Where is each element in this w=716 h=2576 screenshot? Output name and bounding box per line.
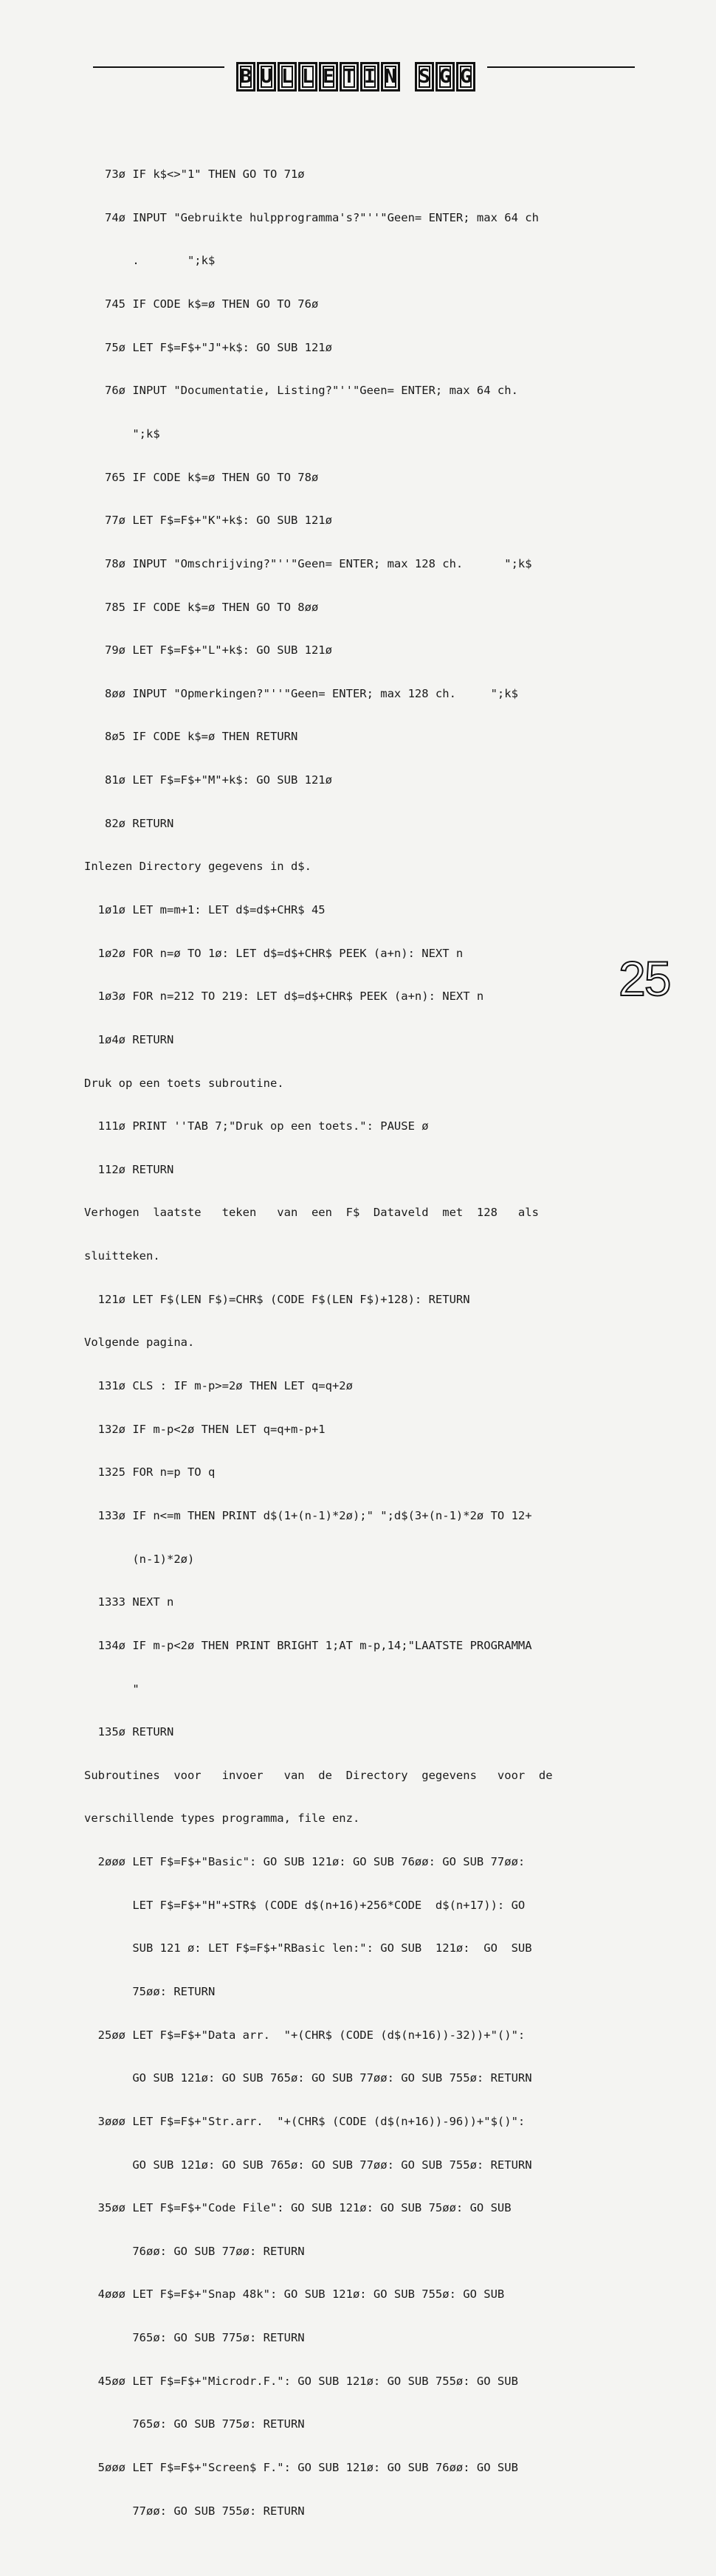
code-line: GO SUB 121ø: GO SUB 765ø: GO SUB 77øø: GO SUB 755ø: RETURN — [84, 2158, 532, 2172]
code-line: 1ø4ø RETURN — [84, 1032, 174, 1046]
logo-letter: U — [257, 62, 276, 91]
code-line: 111ø PRINT ''TAB 7;"Druk op een toets.": PAUSE ø — [84, 1119, 429, 1133]
code-line: 79ø LET F$=F$+"L"+k$: GO SUB 121ø — [84, 643, 332, 657]
code-line: 45øø LET F$=F$+"Microdr.F.": GO SUB 121ø: GO SUB 755ø: GO SUB — [84, 2374, 518, 2388]
logo-letter: T — [340, 62, 359, 91]
code-line: 76øø: GO SUB 77øø: RETURN — [84, 2244, 305, 2258]
logo-letter: N — [381, 62, 400, 91]
logo-letter: S — [415, 62, 434, 91]
logo-letter: I — [360, 62, 379, 91]
code-line: 3øøø LET F$=F$+"Str.arr. "+(CHR$ (CODE (d$(n+16))-96))+"$()": — [84, 2114, 526, 2128]
code-line: 765ø: GO SUB 775ø: RETURN — [84, 2331, 305, 2345]
logo-letter: E — [319, 62, 338, 91]
code-line: 75ø LET F$=F$+"J"+k$: GO SUB 121ø — [84, 340, 332, 354]
basic-listing — [84, 139, 638, 2576]
code-line: 25øø LET F$=F$+"Data arr. "+(CHR$ (CODE (d$(n+16))-32))+"()": — [84, 2028, 526, 2042]
code-line: 132ø IF m-p<2ø THEN LET q=q+m-p+1 — [84, 1422, 326, 1436]
code-line: 133ø IF n<=m THEN PRINT d$(1+(n-1)*2ø);" ";d$(3+(n-1)*2ø TO 12+ — [84, 1508, 532, 1522]
code-line: 112ø RETURN — [84, 1162, 174, 1176]
code-line: 75øø: RETURN — [84, 1985, 216, 1998]
code-line: 121ø LET F$(LEN F$)=CHR$ (CODE F$(LEN F$)+128): RETURN — [84, 1292, 470, 1306]
logo-letter: B — [236, 62, 255, 91]
code-line: 1333 NEXT n — [84, 1595, 174, 1609]
code-line: 77ø LET F$=F$+"K"+k$: GO SUB 121ø — [84, 514, 332, 528]
section-heading: Druk op een toets subroutine. — [84, 1076, 284, 1090]
code-line: 35øø LET F$=F$+"Code File": GO SUB 121ø: GO SUB 75øø: GO SUB — [84, 2201, 512, 2215]
code-line: 1ø1ø LET m=m+1: LET d$=d$+CHR$ 45 — [84, 902, 326, 916]
code-line: 131ø CLS : IF m-p>=2ø THEN LET q=q+2ø — [84, 1379, 353, 1393]
code-line: 82ø RETURN — [84, 816, 174, 830]
code-line: SUB 121 ø: LET F$=F$+"RBasic len:": GO SUB 121ø: GO SUB — [84, 1941, 532, 1955]
code-line: 1ø2ø FOR n=ø TO 1ø: LET d$=d$+CHR$ PEEK (a+n): NEXT n — [84, 946, 464, 960]
section-heading: sluitteken. — [84, 1249, 160, 1263]
code-line: (n-1)*2ø) — [84, 1552, 195, 1566]
code-line: GO SUB 121ø: GO SUB 765ø: GO SUB 77øø: GO SUB 755ø: RETURN — [84, 2071, 532, 2085]
code-line: 76ø INPUT "Documentatie, Listing?"''"Geen= ENTER; max 64 ch. — [84, 384, 518, 398]
header-rule-left — [93, 66, 224, 68]
section-heading: Volgende pagina. — [84, 1336, 195, 1350]
section-heading: Inlezen Directory gegevens in d$. — [84, 860, 311, 874]
page-number: 25 — [619, 951, 670, 1006]
section-heading: Subroutines voor invoer van de Directory gegevens voor de — [84, 1768, 553, 1782]
code-line: 81ø LET F$=F$+"M"+k$: GO SUB 121ø — [84, 773, 332, 787]
header-rule-right — [487, 66, 635, 68]
code-line: 5øøø LET F$=F$+"Screen$ F.": GO SUB 121ø: GO SUB 76øø: GO SUB — [84, 2461, 518, 2475]
code-line: 765ø: GO SUB 775ø: RETURN — [84, 2417, 305, 2431]
code-line: ";k$ — [84, 427, 160, 441]
section-heading: verschillende types programma, file enz. — [84, 1812, 360, 1826]
bulletin-sgg-logo — [224, 56, 487, 97]
code-line: 2øøø LET F$=F$+"Basic": GO SUB 121ø: GO SUB 76øø: GO SUB 77øø: — [84, 1855, 526, 1869]
code-line: 785 IF CODE k$=ø THEN GO TO 8øø — [84, 600, 319, 614]
code-line: . ";k$ — [84, 254, 216, 268]
code-line: 74ø INPUT "Gebruikte hulpprogramma's?"''"Geen= ENTER; max 64 ch — [84, 210, 539, 224]
section-heading: Verhogen laatste teken van een F$ Dataveld met 128 als — [84, 1206, 539, 1220]
code-line: " — [84, 1682, 140, 1696]
logo-letter: G — [436, 62, 455, 91]
code-line: 8ø5 IF CODE k$=ø THEN RETURN — [84, 730, 298, 744]
code-line: LET F$=F$+"H"+STR$ (CODE d$(n+16)+256*CODE d$(n+17)): GO — [84, 1898, 526, 1912]
logo-letter: L — [278, 62, 297, 91]
code-line: 77øø: GO SUB 755ø: RETURN — [84, 2504, 305, 2518]
code-line: 765 IF CODE k$=ø THEN GO TO 78ø — [84, 470, 319, 484]
code-line: 4øøø LET F$=F$+"Snap 48k": GO SUB 121ø: GO SUB 755ø: GO SUB — [84, 2287, 505, 2302]
logo-letter: G — [456, 62, 475, 91]
code-line: 745 IF CODE k$=ø THEN GO TO 76ø — [84, 297, 319, 311]
code-line — [84, 2547, 638, 2562]
code-line: 134ø IF m-p<2ø THEN PRINT BRIGHT 1;AT m-p,14;"LAATSTE PROGRAMMA — [84, 1638, 532, 1652]
code-line: 1ø3ø FOR n=212 TO 219: LET d$=d$+CHR$ PEEK (a+n): NEXT n — [84, 990, 484, 1004]
code-line: 1325 FOR n=p TO q — [84, 1465, 216, 1479]
code-line: 8øø INPUT "Opmerkingen?"''"Geen= ENTER; max 128 ch. ";k$ — [84, 686, 518, 700]
code-line: 73ø IF k$<>"1" THEN GO TO 71ø — [84, 168, 305, 182]
code-line: 78ø INPUT "Omschrijving?"''"Geen= ENTER; max 128 ch. ";k$ — [84, 556, 532, 570]
code-line: 135ø RETURN — [84, 1725, 174, 1739]
logo-letter: L — [298, 62, 317, 91]
